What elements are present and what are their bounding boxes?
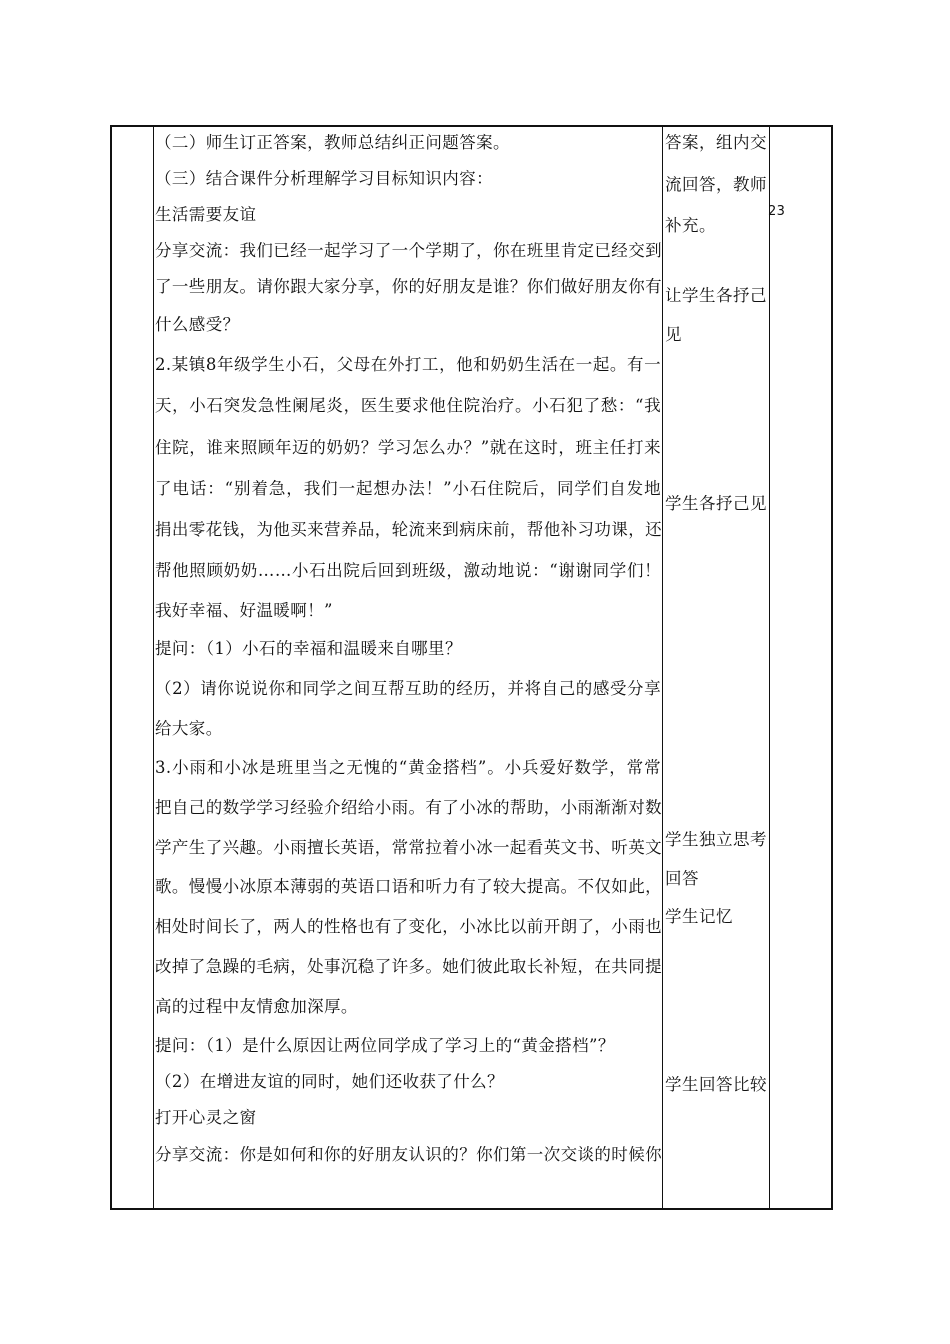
activity-line: 流回答，教师	[665, 175, 767, 194]
question-line: 提问：（1）是什么原因让两位同学成了学习上的“黄金搭档”？	[155, 1036, 615, 1055]
question-line: 提问：（1）小石的幸福和温暖来自哪里？	[155, 639, 462, 658]
content-line: 3.小雨和小冰是班里当之无愧的“黄金搭档”。小兵爱好数学，常常	[155, 758, 661, 777]
content-line: 天，小石突发急性阑尾炎，医生要求他住院治疗。小石犯了愁：“我	[155, 396, 661, 415]
content-line: 改掉了急躁的毛病，处事沉稳了许多。她们彼此取长补短，在共同提	[155, 957, 662, 976]
content-line: 了一些朋友。请你跟大家分享，你的好朋友是谁？你们做好朋友你有	[155, 277, 662, 296]
column-divider	[769, 127, 770, 1208]
content-line: 了电话：“别着急，我们一起想办法！”小石住院后，同学们自发地	[155, 479, 661, 498]
content-line: 我好幸福、好温暖啊！”	[155, 601, 333, 620]
activity-line: 见	[665, 325, 682, 344]
student-activity-cell	[665, 127, 769, 1208]
activity-line: 补充。	[665, 216, 716, 235]
content-line: 歌。慢慢小冰原本薄弱的英语口语和听力有了较大提高。不仅如此，	[155, 877, 662, 896]
content-line: 住院，谁来照顾年迈的奶奶？学习怎么办？”就在这时，班主任打来	[155, 438, 661, 457]
content-line: （二）师生订正答案，教师总结纠正问题答案。	[155, 133, 510, 152]
section-heading: 打开心灵之窗	[155, 1108, 257, 1127]
content-line: 把自己的数学学习经验介绍给小雨。有了小冰的帮助，小雨渐渐对数	[155, 798, 662, 817]
activity-line: 让学生各抒己	[665, 286, 767, 305]
time-value: 23	[768, 204, 786, 219]
question-line: （2）在增进友谊的同时，她们还收获了什么？	[155, 1072, 504, 1091]
content-line: 2.某镇8年级学生小石，父母在外打工，他和奶奶生活在一起。有一	[155, 355, 661, 374]
activity-line: 回答	[665, 869, 699, 888]
activity-line: 学生独立思考	[665, 830, 767, 849]
question-line: （2）请你说说你和同学之间互帮互助的经历，并将自己的感受分享	[155, 679, 661, 698]
activity-line: 答案，组内交	[665, 133, 767, 152]
activity-line: 学生回答比较	[665, 1075, 767, 1094]
content-line: （三）结合课件分析理解学习目标知识内容：	[155, 169, 493, 188]
activity-line: 学生记忆	[665, 907, 733, 926]
content-line: 捐出零花钱，为他买来营养品，轮流来到病床前，帮他补习功课，还	[155, 520, 662, 539]
content-line: 帮他照顾奶奶……小石出院后回到班级，激动地说：“谢谢同学们！	[155, 561, 661, 580]
content-line: 什么感受？	[155, 315, 240, 334]
teaching-content-cell	[155, 127, 661, 1208]
content-line: 分享交流：我们已经一起学习了一个学期了，你在班里肯定已经交到	[155, 241, 662, 260]
content-line: 高的过程中友情愈加深厚。	[155, 997, 358, 1016]
activity-line: 学生各抒己见	[665, 494, 767, 513]
content-line: 给大家。	[155, 719, 223, 738]
content-line: 分享交流：你是如何和你的好朋友认识的？你们第一次交谈的时候你	[155, 1145, 662, 1164]
time-cell	[768, 127, 831, 1208]
content-line: 学产生了兴趣。小雨擅长英语，常常拉着小冰一起看英文书、听英文	[155, 838, 662, 857]
column-divider	[662, 127, 663, 1208]
column-divider	[153, 127, 154, 1208]
content-line: 相处时间长了，两人的性格也有了变化，小冰比以前开朗了，小雨也	[155, 917, 662, 936]
section-heading: 生活需要友谊	[155, 205, 257, 224]
lesson-table	[110, 125, 833, 1210]
